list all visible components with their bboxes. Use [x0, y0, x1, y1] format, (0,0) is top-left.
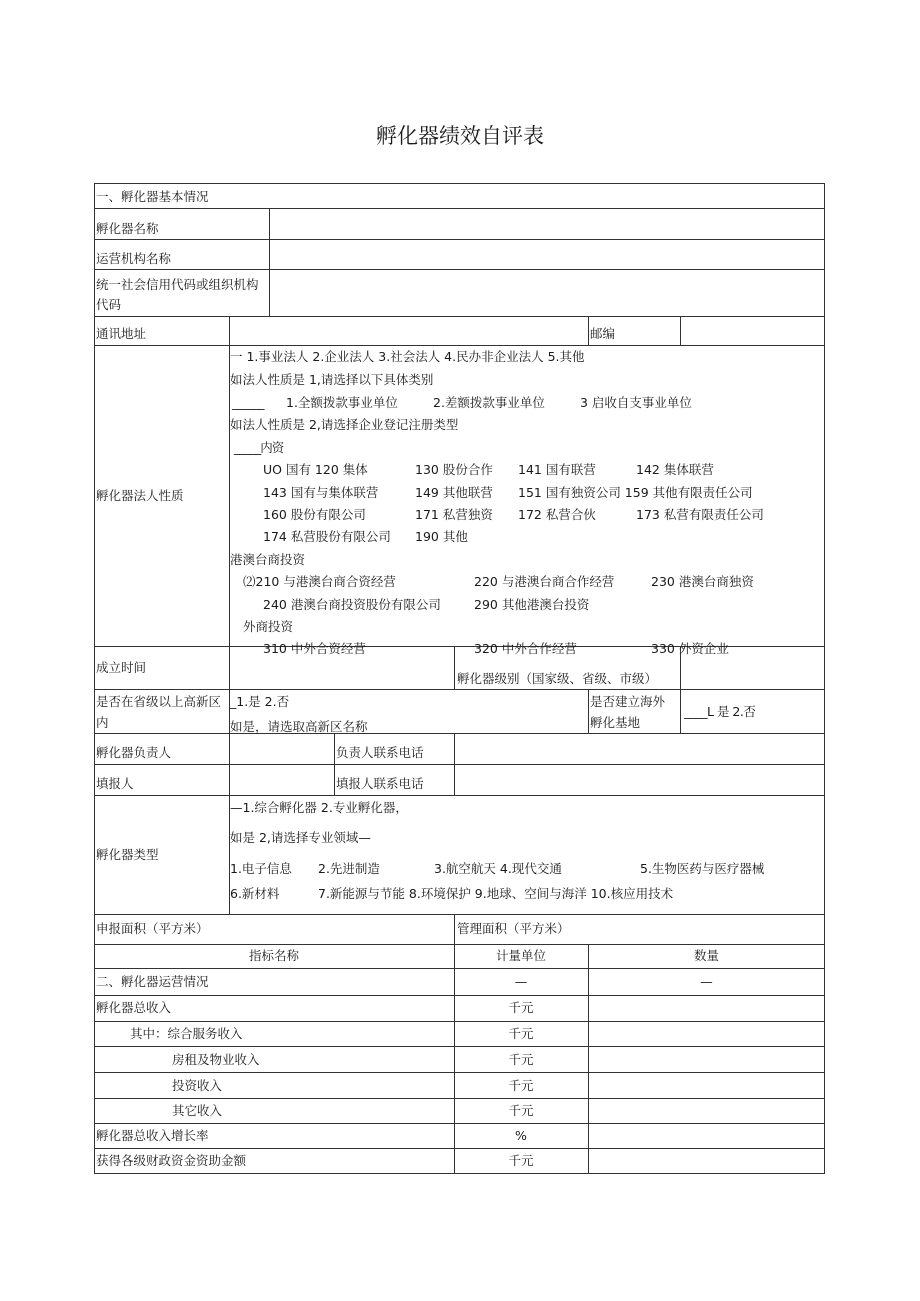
- credit-code-label: 统一社会信用代码或组织机构: [96, 277, 259, 292]
- hitech-zone-label-cont: 内: [96, 715, 109, 730]
- section-heading: 二、孵化器运营情况: [96, 974, 209, 989]
- hitech-zone-note: 如是，请选取高新区名称: [230, 719, 368, 734]
- type-option-line: 5.生物医药与医疗器械: [640, 861, 765, 876]
- row-divider: [94, 1046, 825, 1047]
- type-option-line: 2.先进制造: [318, 861, 380, 876]
- type-option-line: 3.航空航天 4.现代交通: [434, 861, 562, 876]
- row-divider: [94, 764, 825, 765]
- address-label: 通讯地址: [96, 326, 147, 341]
- postcode-label: 邮编: [590, 326, 616, 341]
- incubator-type-label: 孵化器类型: [96, 847, 159, 862]
- nature-blank: ______: [232, 395, 264, 410]
- nature-option-line: 130 股份合作: [415, 462, 493, 477]
- head-label: 孵化器负责人: [96, 745, 172, 760]
- col-divider: [680, 646, 681, 733]
- nature-option-line: 如法人性质是 1,请选择以下具体类别: [230, 372, 434, 387]
- nature-option-line: 230 港澳台商独资: [651, 574, 754, 589]
- quantity-cell: —: [700, 974, 713, 989]
- row-divider: [94, 208, 825, 209]
- row-divider: [94, 914, 825, 915]
- indicator-name: 其它收入: [172, 1103, 223, 1118]
- nature-option-line: 港澳台商投资: [230, 552, 306, 567]
- established-label: 成立时间: [96, 660, 147, 675]
- filler-phone-label: 填报人联系电话: [336, 776, 424, 791]
- row-divider: [94, 733, 825, 734]
- nature-option-line: _____内资: [234, 440, 284, 455]
- nature-option-line: 一 1.事业法人 2.企业法人 3.社会法人 4.民办非企业法人 5.其他: [230, 349, 585, 364]
- col-divider: [269, 208, 270, 316]
- indicator-name: 房租及物业收入: [172, 1052, 260, 1067]
- hitech-zone-label: 是否在省级以上高新区: [96, 694, 222, 709]
- unit-cell: 千元: [508, 1000, 534, 1015]
- nature-option-line: 171 私营独资: [415, 507, 493, 522]
- unit-cell: 千元: [508, 1103, 534, 1118]
- nature-option-line: 1.全额拨款事业单位: [286, 395, 398, 410]
- header-unit: 计量单位: [495, 948, 546, 963]
- col-divider: [334, 733, 335, 795]
- unit-cell: %: [515, 1128, 527, 1143]
- indicator-name: 孵化器总收入: [96, 1000, 172, 1015]
- hitech-zone-options: _1.是 2.否: [230, 694, 290, 709]
- overseas-base-options: ____L 是 2.否: [684, 704, 756, 719]
- nature-option-line: 160 股份有限公司: [263, 507, 366, 522]
- legal-nature-label: 孵化器法人性质: [96, 488, 184, 503]
- type-option-line: —1.综合孵化器 2.专业孵化器，: [230, 800, 408, 815]
- nature-option-line: 149 其他联营: [415, 485, 493, 500]
- apply-area-label: 申报面积（平方米）: [96, 921, 209, 936]
- hitech-zone-answer: [229, 690, 587, 733]
- col-divider: [680, 316, 681, 345]
- nature-option-line: 3 启收自支事业单位: [580, 395, 692, 410]
- type-option-line: 如是 2,请选择专业领域—: [230, 830, 371, 845]
- col-divider: [588, 316, 589, 345]
- row-divider: [94, 239, 825, 240]
- incubator-name-label: 孵化器名称: [96, 221, 159, 236]
- row-divider: [94, 1072, 825, 1073]
- nature-option-line: 2.差额拨款事业单位: [433, 395, 545, 410]
- nature-option-line-cut: 320 中外合作经营: [474, 641, 577, 656]
- unit-cell: —: [514, 974, 528, 989]
- nature-option-line-cut: 330 外资企业: [651, 641, 729, 656]
- overseas-base-label-cont: 孵化基地: [590, 715, 641, 730]
- header-indicator-name: 指标名称: [248, 948, 299, 963]
- legal-nature-options: [229, 346, 825, 656]
- type-option-line: 6.新材料: [230, 886, 280, 901]
- overseas-base-label: 是否建立海外: [590, 694, 666, 709]
- row-divider: [94, 968, 825, 969]
- row-divider: [94, 995, 825, 996]
- nature-option-line: ⑵210 与港澳台商合资经营: [243, 574, 396, 589]
- row-divider: [94, 944, 825, 945]
- nature-option-line: 143 国有与集体联营: [263, 485, 379, 500]
- manage-area-label: 管理面积（平方米）: [457, 921, 570, 936]
- type-option-line: 1.电子信息: [230, 861, 292, 876]
- row-divider: [94, 1021, 825, 1022]
- col-divider: [588, 689, 589, 733]
- type-option-line: 7.新能源与节能 8.环境保护 9.地球、空间与海洋 10.核应用技术: [318, 886, 674, 901]
- col-divider: [454, 733, 455, 795]
- nature-option-line: 220 与港澳台商合作经营: [474, 574, 615, 589]
- unit-cell: 千元: [508, 1153, 534, 1168]
- page-title: 孵化器绩效自评表: [376, 124, 544, 148]
- nature-option-line-cut: 310 中外合资经营: [263, 641, 366, 656]
- row-divider: [94, 269, 825, 270]
- nature-option-line: 172 私营合伙: [518, 507, 596, 522]
- credit-code-label-cont: 代码: [96, 297, 122, 312]
- unit-cell: 千元: [508, 1078, 534, 1093]
- indicator-name: 其中：综合服务收入: [130, 1026, 243, 1041]
- level-label: 孵化器级别（国家级、省级、市级）: [457, 671, 658, 686]
- head-phone-label: 负责人联系电话: [336, 745, 424, 760]
- col-divider: [454, 646, 455, 689]
- nature-option-line: UO 国有 120 集体: [263, 462, 368, 477]
- nature-option-line: 174 私营股份有限公司: [263, 529, 391, 544]
- nature-option-line: 如法人性质是 2,请选择企业登记注册类型: [230, 417, 459, 432]
- operator-name-label: 运营机构名称: [96, 251, 172, 266]
- row-divider: [94, 1148, 825, 1149]
- nature-option-line: 142 集体联营: [636, 462, 714, 477]
- nature-option-line: 190 其他: [415, 529, 468, 544]
- unit-cell: 千元: [508, 1026, 534, 1041]
- row-divider: [94, 1098, 825, 1099]
- nature-option-line: 151 国有独资公司 159 其他有限责任公司: [518, 485, 753, 500]
- indicator-name: 获得各级财政资金资助金额: [96, 1153, 247, 1168]
- nature-option-line: 外商投资: [243, 619, 294, 634]
- row-divider: [94, 316, 825, 317]
- section-heading: 一、孵化器基本情况: [96, 189, 209, 204]
- nature-option-line: 173 私营有限责任公司: [636, 507, 764, 522]
- nature-option-line: 141 国有联营: [518, 462, 596, 477]
- indicator-name: 孵化器总收入增长率: [96, 1128, 209, 1143]
- row-divider: [94, 1123, 825, 1124]
- nature-option-line: 240 港澳台商投资股份有限公司: [263, 597, 441, 612]
- filler-label: 填报人: [96, 776, 134, 791]
- header-quantity: 数量: [693, 948, 719, 963]
- indicator-name: 投资收入: [172, 1078, 223, 1093]
- nature-option-line: 290 其他港澳台投资: [474, 597, 590, 612]
- row-divider: [94, 795, 825, 796]
- unit-cell: 千元: [508, 1052, 534, 1067]
